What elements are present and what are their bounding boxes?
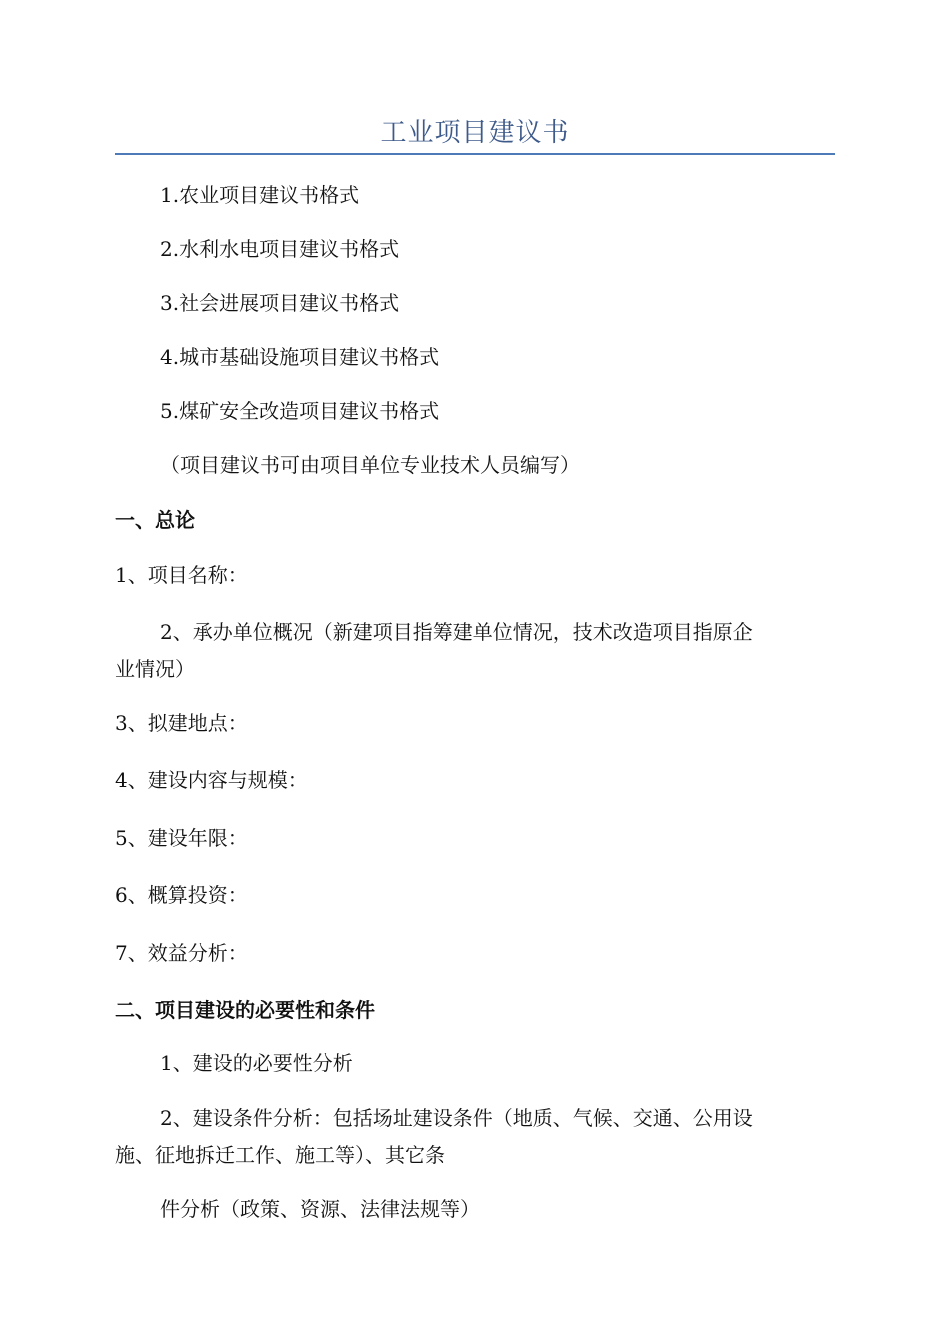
section-item: 1、建设的必要性分析 [160, 1051, 353, 1075]
section-item: 5、建设年限： [115, 826, 248, 850]
section-heading: 二、项目建设的必要性和条件 [115, 998, 375, 1022]
title-underline [115, 153, 835, 155]
format-item: 4.城市基础设施项目建议书格式 [160, 345, 440, 369]
format-item: 2.水利水电项目建议书格式 [160, 237, 400, 261]
format-item: 5.煤矿安全改造项目建议书格式 [160, 399, 440, 423]
document-title: 工业项目建议书 [380, 118, 570, 148]
section-item: 7、效益分析： [115, 941, 248, 965]
author-note: （项目建议书可由项目单位专业技术人员编写） [160, 453, 580, 477]
section-item: 2、建设条件分析：包括场址建设条件（地质、气候、交通、公用设 [160, 1106, 753, 1130]
section-item: 2、承办单位概况（新建项目指筹建单位情况，技术改造项目指原企 [160, 620, 753, 644]
section-heading: 一、总论 [115, 508, 195, 532]
section-item-continuation: 业情况） [115, 657, 195, 681]
section-item-continuation: 件分析（政策、资源、法律法规等） [160, 1197, 480, 1221]
format-item: 3.社会进展项目建议书格式 [160, 291, 400, 315]
section-item: 1、项目名称： [115, 563, 248, 587]
section-item: 4、建设内容与规模： [115, 768, 308, 792]
format-item: 1.农业项目建议书格式 [160, 183, 360, 207]
section-item-continuation: 施、征地拆迁工作、施工等）、其它条 [115, 1143, 445, 1167]
section-item: 3、拟建地点： [115, 711, 248, 735]
section-item: 6、概算投资： [115, 883, 248, 907]
